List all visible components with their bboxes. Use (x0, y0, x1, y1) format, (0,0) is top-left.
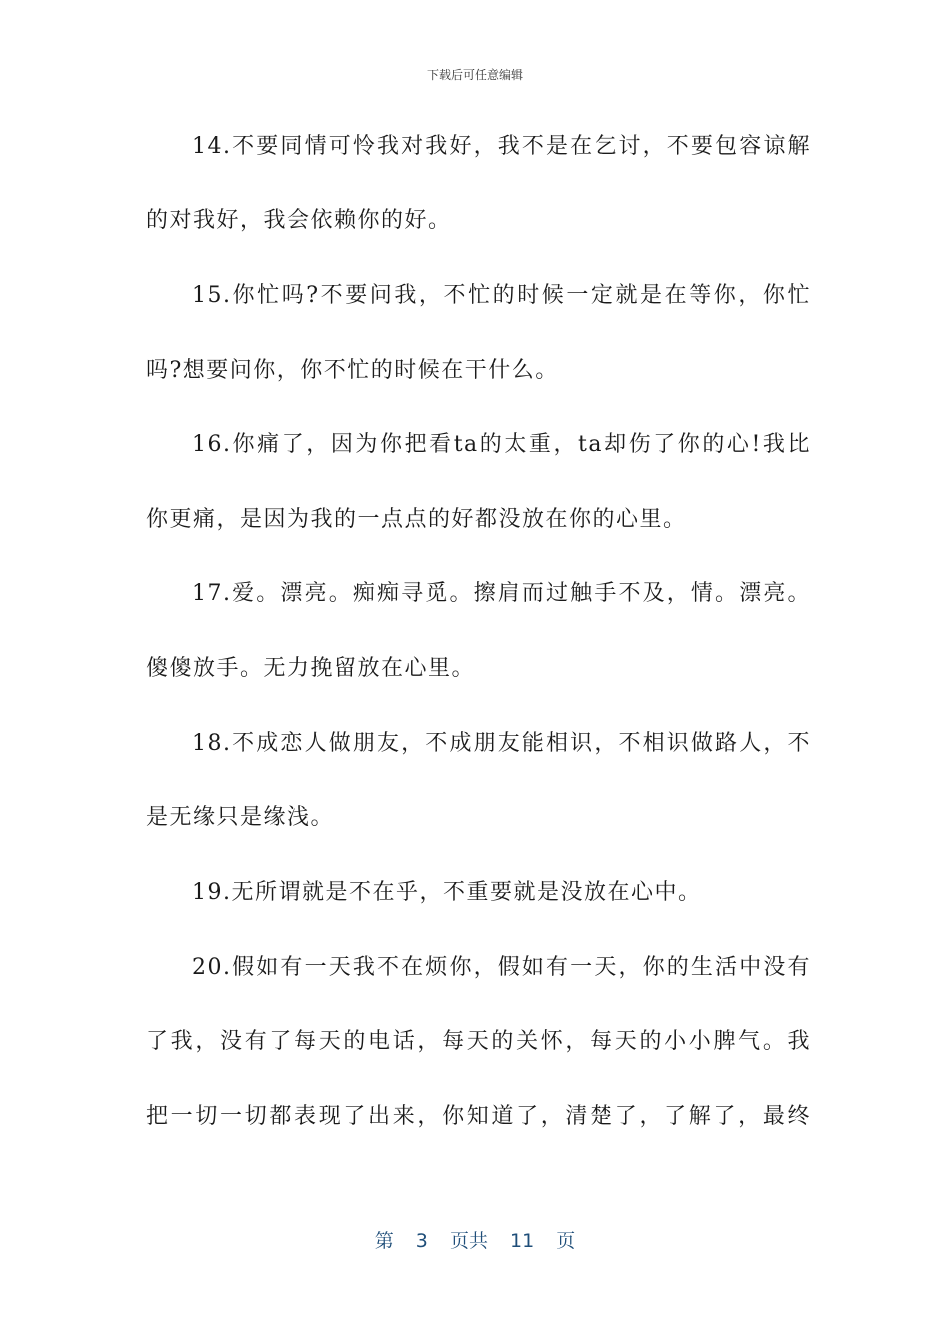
paragraph-20-line-2: 了我，没有了每天的电话，每天的关怀，每天的小小脾气。我 (146, 1029, 811, 1054)
footer-suffix: 页 (556, 1230, 576, 1252)
paragraph-14-line-1: 14.不要同情可怜我对我好，我不是在乞讨，不要包容谅解 (192, 134, 811, 159)
paragraph-17-line-2: 傻傻放手。无力挽留放在心里。 (146, 656, 476, 681)
footer-middle: 页共 (449, 1230, 488, 1252)
paragraph-17-line-1: 17.爱。漂亮。痴痴寻觅。擦肩而过触手不及，情。漂亮。 (192, 581, 811, 606)
footer-total-pages: 11 (510, 1230, 535, 1252)
paragraph-16-line-2: 你更痛，是因为我的一点点的好都没放在你的心里。 (146, 507, 687, 532)
paragraph-15-line-1: 15.你忙吗?不要问我，不忙的时候一定就是在等你，你忙 (192, 283, 811, 308)
paragraph-18-line-1: 18.不成恋人做朋友，不成朋友能相识，不相识做路人，不 (192, 731, 811, 756)
paragraph-20-line-3: 把一切一切都表现了出来，你知道了，清楚了，了解了，最终 (146, 1104, 811, 1129)
paragraph-18-line-2: 是无缘只是缘浅。 (146, 805, 335, 830)
page-footer (0, 1226, 950, 1253)
footer-current-page: 3 (415, 1230, 428, 1252)
paragraph-14-line-2: 的对我好，我会依赖你的好。 (146, 208, 452, 233)
footer-prefix: 第 (374, 1230, 394, 1252)
paragraph-19-line-1: 19.无所谓就是不在乎，不重要就是没放在心中。 (192, 880, 702, 905)
page-header: 下载后可任意编辑 (426, 68, 523, 82)
paragraph-16-line-1: 16.你痛了，因为你把看ta的太重，ta却伤了你的心!我比 (192, 432, 811, 457)
paragraph-15-line-2: 吗?想要问你，你不忙的时候在干什么。 (146, 358, 559, 383)
paragraph-20-line-1: 20.假如有一天我不在烦你，假如有一天，你的生活中没有 (192, 955, 811, 980)
